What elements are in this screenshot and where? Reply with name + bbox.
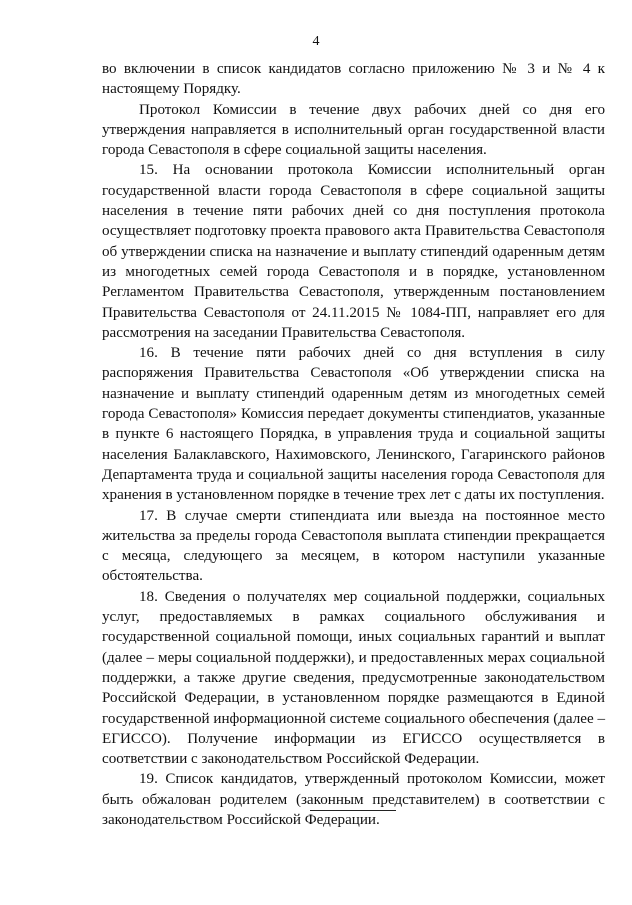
paragraph-16: 16. В течение пяти рабочих дней со дня вступления в силу распоряжения Правительства Севастополя «Об утверждении списка на назначение и выплату стипендий одаренным детям из многодетных семей города Севастополя» Комиссия передает документы стипендиатов, указанные в пункте 6 настоящего Порядка, в управления труда и социальной защиты населения Балаклавского, Нахимовского, Ленинского, Гагаринского районов Департамента труда и социальной защиты населения города Севастополя для хранения в установленном порядке в течение трех лет с даты их поступления. xyxy=(102,345,605,504)
page-number: 4 xyxy=(312,34,320,49)
paragraph-17: 17. В случае смерти стипендиата или выезда на постоянное место жительства за пределы города Севастополя выплата стипендии прекращается с месяца, следующего за месяцем, в котором наступили указанные обстоятельства. xyxy=(102,507,605,585)
document-body xyxy=(102,59,605,830)
paragraph-19: 19. Список кандидатов, утвержденный протоколом Комиссии, может быть обжалован родителем (законным представителем) в соответствии с законодательством Российской Федерации. xyxy=(102,771,605,828)
paragraph-continuation: во включении в список кандидатов согласно приложению № 3 и № 4 к настоящему Порядку. xyxy=(102,61,605,98)
paragraph-18: 18. Сведения о получателях мер социальной поддержки, социальных услуг, предоставляемых в рамках социального обслуживания и государственной социальной помощи, иных социальных гарантий и выплат (далее – меры социальной поддержки), и предоставленных мерах социальной поддержки, а также другие сведения, предусмотренные законодательством Российской Федерации, в установленном порядке размещаются в Единой государственной информационной системе социального обеспечения (далее – ЕГИССО). Получение информации из ЕГИССО осуществляется в соответствии с законодательством Российской Федерации. xyxy=(102,588,605,768)
paragraph-15: 15. На основании протокола Комиссии исполнительный орган государственной власти города Севастополя в сфере социальной защиты населения в течение пяти рабочих дней со дня поступления протокола осуществляет подготовку проекта правового акта Правительства Севастополя об утверждении списка на назначение и выплату стипендий одаренным детям из многодетных семей города Севастополя и в порядке, установленном Регламентом Правительства Севастополя, утвержденным постановлением Правительства Севастополя от 24.11.2015 № 1084-ПП, направляет его для рассмотрения на заседании Правительства Севастополя. xyxy=(102,162,605,341)
paragraph-protocol-sending: Протокол Комиссии в течение двух рабочих дней со дня его утверждения направляется в исполнительный орган государственной власти города Севастополя в сфере социальной защиты населения. xyxy=(102,101,605,159)
end-of-document-rule xyxy=(310,810,396,811)
